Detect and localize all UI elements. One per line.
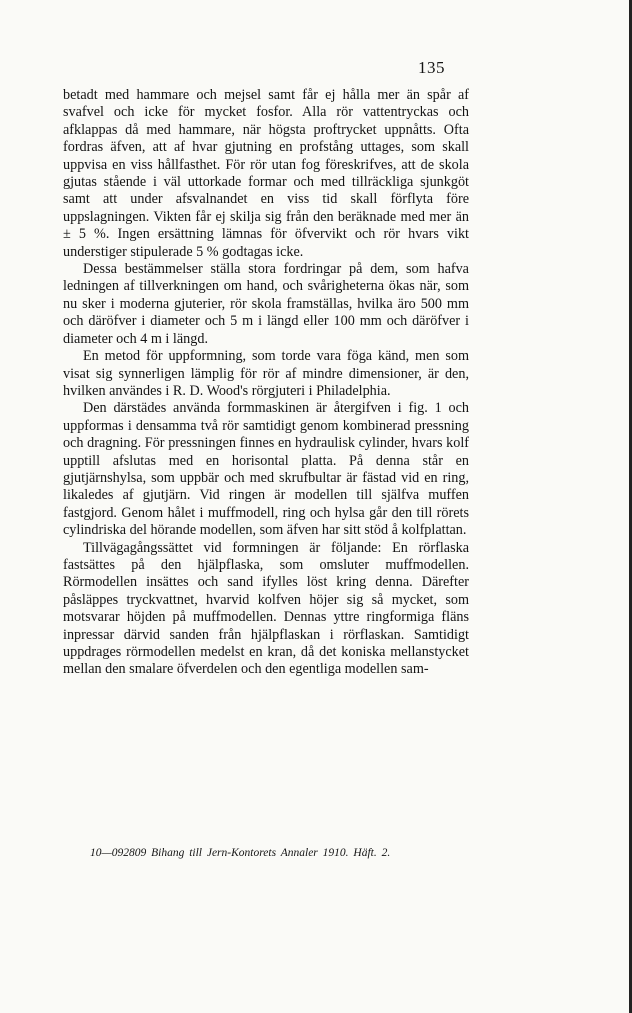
page-number: 135 [418, 58, 445, 77]
paragraph-4: Den därstädes använda formmaskinen är återgifven i fig. 1 och uppformas i densamma två rör samtidigt genom kombinerad pressning och dragning. För pressningen finnes en hydraulisk cylinder, hvars kolf upptill afslutas med en horisontal platta. På denna står en gjutjärnshylsa, som uppbär och med skrufbultar är fästad vid en ring, likaledes af gjutjärn. Vid ringen är modellen till själfva muffen fastgjord. Genom hålet i muffmodell, ring och hylsa går den till rörets cylindriska del hörande modellen, som äfven har sitt stöd å kolfplattan. [63, 400, 469, 539]
paragraph-1: betadt med hammare och mejsel samt får ej hålla mer än spår af svafvel och icke för mycket fosfor. Alla rör vattentryckas och afklappas då med hammare, när högsta proftrycket uppnåtts. Ofta fordras äfven, att af hvar gjutning en profstång uttages, som skall uppvisa en viss hållfasthet. För rör utan fog föreskrifves, att de skola gjutas stående i väl uttorkade formar och med tillräckliga sjunkgöt samt att under afsvalnandet en viss tid skall förflyta före uppslagningen. Vikten får ej skilja sig från den beräknade med mer än ± 5 %. Ingen ersättning lämnas för öfvervikt och rör hvars vikt understiger stipulerade 5 % godtagas icke. [63, 87, 469, 260]
page-footer: 10—092809 Bihang till Jern-Kontorets Annaler 1910. Häft. 2. [90, 847, 391, 859]
paragraph-3: En metod för uppformning, som torde vara föga känd, men som visat sig synnerligen lämplig för rör af mindre dimensioner, är den, hvilken användes i R. D. Wood's rörgjuteri i Philadelphia. [63, 348, 469, 399]
paragraph-2: Dessa bestämmelser ställa stora fordringar på dem, som hafva ledningen af tillverkningen om hand, och svårigheterna ökas när, som nu sker i moderna gjuterier, rör skola framställas, hvilka äro 500 mm och däröfver i diameter och 5 m i längd eller 100 mm och däröfver i diameter och 4 m i längd. [63, 261, 469, 347]
body-text [63, 87, 469, 679]
paragraph-5: Tillvägagångssättet vid formningen är följande: En rörflaska fastsättes på den hjälpflaska, som omsluter muffmodellen. Rörmodellen insättes och sand ifylles löst kring denna. Därefter påsläppes tryckvattnet, hvarvid kolfven höjer sig så mycket, som motsvarar höjden på muffmodellen. Dennas yttre ringformiga fläns inpressar därvid sanden från hjälpflaskan i rörflaskan. Samtidigt uppdrages rörmodellen medelst en kran, då det koniska mellanstycket mellan den smalare öfverdelen och den egentliga modellen sam- [63, 539, 469, 678]
